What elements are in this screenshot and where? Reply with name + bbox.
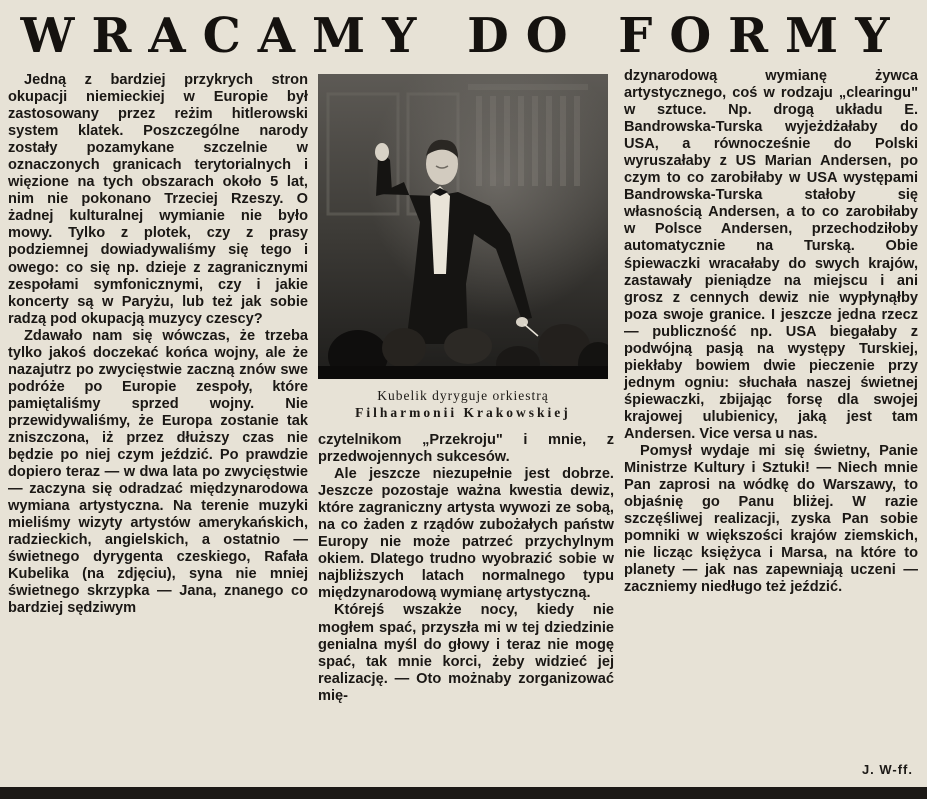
conductor-photo-illustration [318, 74, 608, 379]
article-paragraph: dzynarodową wymianę żywca artystycznego, coś w rodzaju „clearingu" w sztuce. Np. drogą układu E. Bandrowska-Turska wyjeżdżałaby do USA, a równocześnie do Polski wyruszałaby z US Marian Andersen, po czym to co zarobiłaby w USA występami Bandrowska-Turska stałoby się własnością Andersen, a to co zarobiłaby w Polsce Andersen, przechodziłoby automatycznie na Turską. Obie śpiewaczki wracałaby do swych krajów, zastawały pieniądze na miejscu i ani grosz z cennych dewiz nie wypłynąłby poza swoje granice. I jeszcze jedna rzecz — publiczność np. USA biegałaby z podwójną pasją na występy Turskiej, piekłaby bowiem dwie pieczenie przy jednym ogniu: słuchała naszej świetnej śpiewaczki, zbijając forsę dla swojej krajowej ulubienicy, jaką jest tam Andersen. Vice versa u nas. [624, 68, 918, 442]
headline: WRACAMY DO FORMY [20, 8, 907, 64]
author-signature: J. W-ff. [861, 762, 913, 777]
caption-line: Kubelik dyryguje orkiestrą [377, 388, 549, 403]
article-column-1 [8, 72, 308, 618]
article-paragraph: Jedną z bardziej przykrych stron okupacji niemieckiej w Europie był zastosowany przez reżim hitlerowski system klatek. Poszczególne narody zostały pozamykane szczelnie w oznaczonych granicach terytorialnych i więzione na tych obszarach około 5 lat, nim nie pokonano Trzeciej Rzeszy. O żadnej kulturalnej wymianie nie było mowy. Tylko z plotek, czy z prasy podziemnej dowiadywaliśmy się tego i owego: co się np. dzieje z zagranicznymi zespołami symfonicznymi, czy i jakie koncerty są w Paryżu, lub też jak sobie radzą pod okupacją muzycy czescy? [8, 72, 308, 327]
article-paragraph: czytelnikom „Przekroju" i mnie, z przedwojennych sukcesów. [318, 432, 614, 466]
article-paragraph: Pomysł wydaje mi się świetny, Panie Ministrze Kultury i Sztuki! — Niech mnie Pan zaprosi na wódkę do Warszawy, to objaśnię go Panu bliżej. W razie szczęśliwej realizacji, zyska Pan sobie pomniki w większości krajów ziemskich, nie licząc księżyca i Marsa, na które to planety — jak nas zapewniają uczeni — zaczniemy niedługo też jeździć. [624, 443, 918, 596]
conductor-photo [318, 74, 608, 379]
bottom-rule [0, 787, 927, 799]
article-column-2 [318, 432, 614, 705]
article-paragraph: Którejś wszakże nocy, kiedy nie mogłem spać, przyszła mi w tej dziedzinie genialna myśl do głowy i teraz nie mogę spać, tak mnie korci, żeby widzieć jej realizację. — Oto możnaby zorganizować mię- [318, 602, 614, 704]
caption-line: Filharmonii Krakowskiej [355, 405, 571, 420]
article-paragraph: Zdawało nam się wówczas, że trzeba tylko jakoś doczekać końca wojny, ale że nazajutrz po zwycięstwie zaczną znów swe podróże po Europie zespoły, które pamiętaliśmy sprzed wojny. Nie przewidywaliśmy, że Europa zostanie tak zniszczona, iż przez dłuższy czas nie będzie po niej czym jeździć. Po prawdzie dopiero teraz — w dwa lata po zwycięstwie — zaczyna się odradzać międzynarodowa wymiana artystyczna. Na terenie muzyki mieliśmy wizyty artystów amerykańskich, radzieckich, angielskich, a ostatnio — świetnego dyrygenta czeskiego, Rafała Kubelika (na zdjęciu), syna nie mniej świetnego skrzypka — Jana, znanego co bardziej sędziwym [8, 327, 308, 617]
article-paragraph: Ale jeszcze niezupełnie jest dobrze. Jeszcze pozostaje ważna kwestia dewiz, które zagraniczny artysta wywozi ze sobą, na co żaden z rządów zubożałych państw Europy nie może patrzeć przychylnym okiem. Dlatego trudno wyobrazić sobie w najbliższych latach normalnego typu międzynarodową wymianę artystyczną. [318, 466, 614, 602]
photo-caption [318, 387, 608, 421]
article-column-3 [624, 68, 918, 596]
